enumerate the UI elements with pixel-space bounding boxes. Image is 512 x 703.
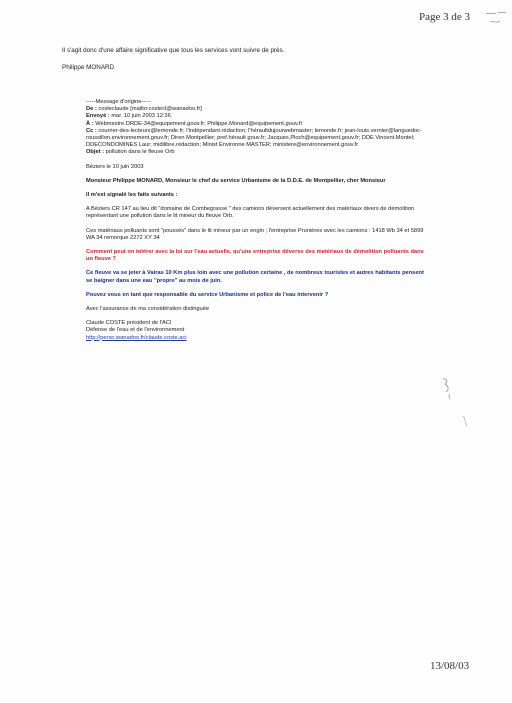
signature-top: Philippe MONARD — [62, 64, 115, 71]
sent-line: Envoyé : mar. 10 juin 2003 12:36 — [86, 113, 171, 120]
place-date: Béziers le 10 juin 2003 — [86, 163, 144, 170]
red-question: Comment peut on tolérer avec la loi sur l'eau actuelle, qu'une entreprise déverse des matériaux de démolition polluants dans un fleuve ? — [86, 249, 424, 263]
salutation: Monsieur Philippe MONARD, Monsieur le chef du service Urbanisme de la D.D.E. de Montpellier, cher Monsieur — [86, 177, 386, 184]
signature-link[interactable]: http://perso.wanadoo.fr/claude.coste.aci — [86, 334, 187, 341]
signature-org: Défense de l'eau et de l'environnement — [86, 327, 185, 334]
to-line: À : Webmestre.DRDE-34@equipement.gouv.fr; Philippe.Monard@equipement.gouv.fr — [86, 120, 303, 127]
footer-date: 13/08/03 — [430, 660, 470, 672]
facts-intro: Il m'est signalé les faits suivants : — [86, 192, 178, 199]
question-2: Pouvez vous en tant que responsable du service Urbanisme et police de l'eau intervenir ? — [86, 291, 329, 298]
handwritten-mark — [460, 414, 470, 428]
paragraph-1: A Béziers CR 147 au lieu dit "domaine de Combegrasse " des camions déversent actuellement des matériaux divers de démolition représentant une pollution dans le lit mineur du fleuve Orb. — [86, 206, 415, 220]
forwarded-message — [86, 99, 426, 342]
blue-paragraph: Ce fleuve va se jeter à Vairas 10 Km plus loin avec une pollution certaine , de nombreux touristes et autres habitants pensent se baigner dans une eau "propre" au mois de juin. — [86, 270, 424, 284]
cc-line: Cc : courrier-des-lecteurs@lemonde.fr; l'indépendant.rédaction; l'héraultdujourwebmaster; lemonde.fr; jean-louis.vernier@languedoc-roussillon.environnement.gouv.fr; Diren Montpellier; pref.hérault gouv.fr; Jacques.Ploch@equipement.gouv.fr; DDE Vincent.Montel; DDECONDOMINES Laur; midilibre.rédaction; Minist Environne MASTER; ministere@environnement.gouv.fr — [86, 127, 422, 149]
paragraph-2: Ces matériaux polluants sont "poussés" dans le lit mineur par un engin ; l'entreprise Prunières avec les camions : 1418 Wb 34 et 5899 WA 34 remorque 2272 XY 34 — [86, 227, 424, 241]
signature-name: Claude COSTE président de l'ACI — [86, 320, 172, 327]
subject-line: Objet : pollution dans le fleuve Orb — [86, 149, 175, 156]
from-line: De : costeclaude [mailto:costecl@wanadoo.fr] — [86, 106, 202, 113]
closing: Avec l'assurance de ma considération distinguée — [86, 306, 210, 313]
page-number: Page 3 de 3 — [419, 11, 471, 23]
handwritten-mark — [484, 8, 508, 30]
intro-paragraph: Il s'agit donc d'une affaire significative que tous les services vont suivre de près. — [62, 47, 285, 54]
handwritten-mark — [440, 376, 454, 400]
message-separator: -----Message d'origine----- — [86, 99, 151, 105]
